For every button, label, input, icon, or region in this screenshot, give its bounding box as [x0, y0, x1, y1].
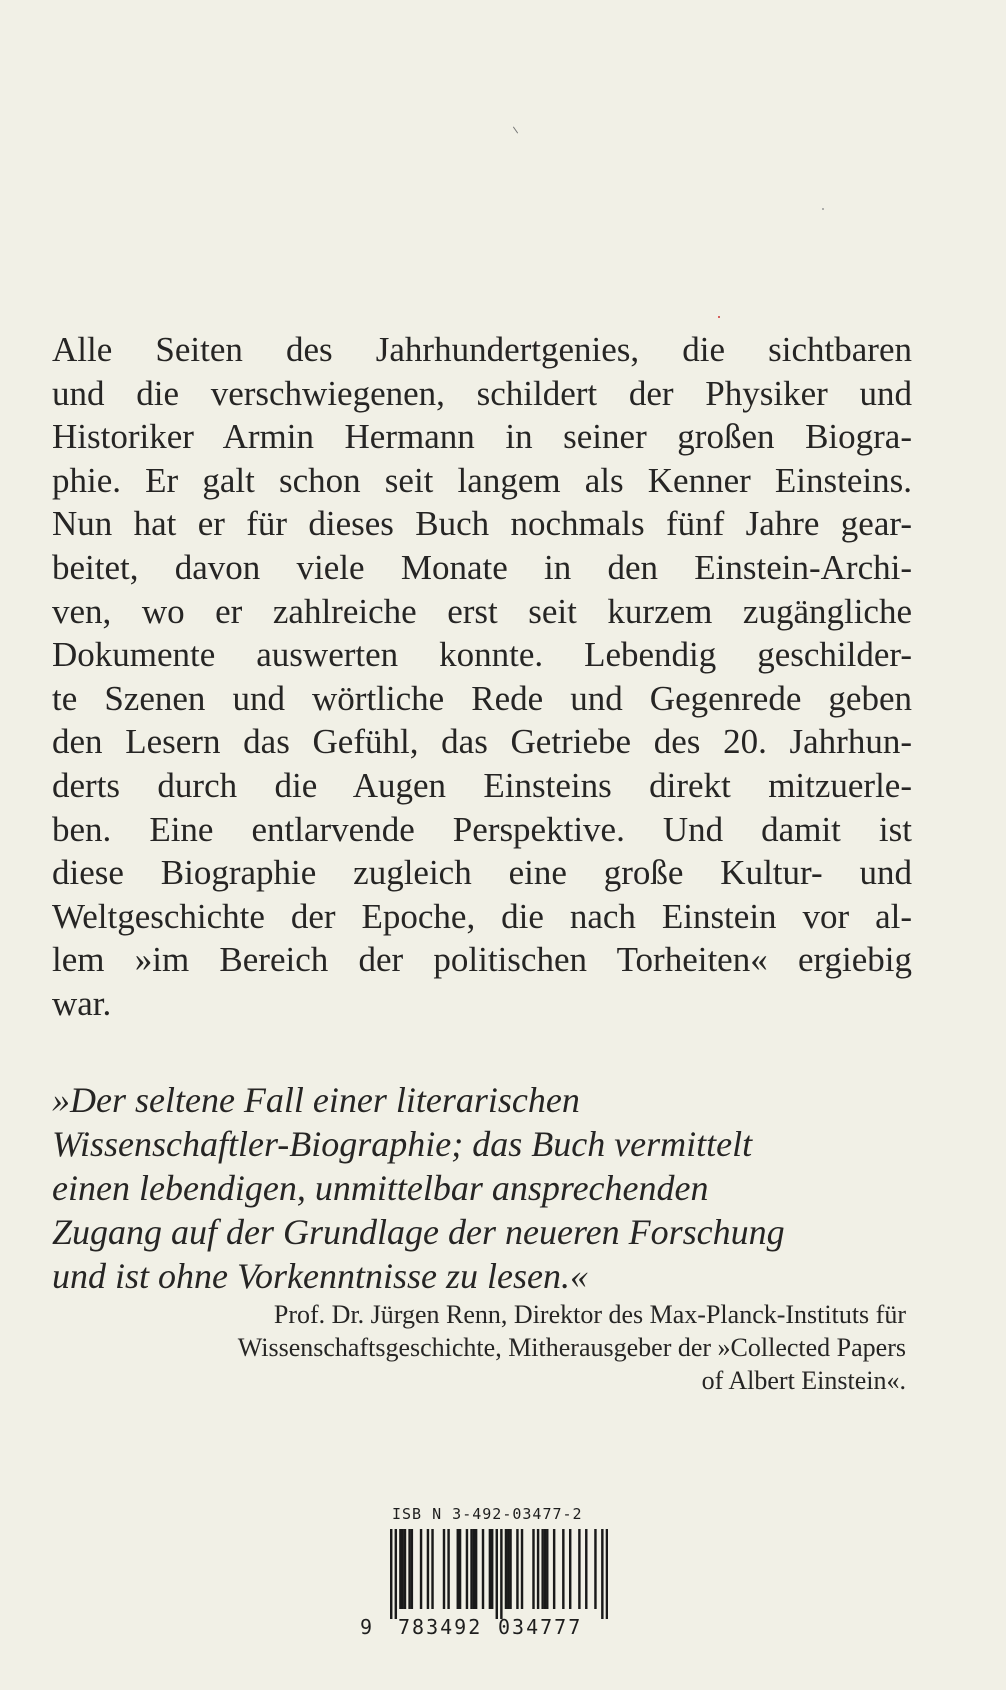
- barcode-bar: [459, 1529, 461, 1609]
- isbn-barcode: [360, 1505, 608, 1645]
- barcode-bar: [457, 1529, 459, 1609]
- blurb-line: Historiker Armin Hermann in seiner großen Biogra-: [52, 417, 912, 457]
- barcode-bar: [562, 1529, 564, 1609]
- barcode-bar: [532, 1529, 534, 1609]
- isbn-label: ISB N 3-492-03477-2: [392, 1505, 583, 1523]
- review-quote: [52, 1078, 912, 1298]
- barcode-bar: [411, 1529, 413, 1609]
- blurb-line: te Szenen und wörtliche Rede und Gegenrede geben: [52, 678, 912, 718]
- barcode-bar: [553, 1529, 555, 1609]
- barcode-bar: [516, 1529, 518, 1609]
- barcode-guard-bar: [601, 1529, 603, 1619]
- barcode-bar: [427, 1529, 429, 1609]
- ean-right-group: 034777: [498, 1615, 583, 1639]
- barcode-bar: [569, 1529, 571, 1609]
- blurb-line: diese Biographie zugleich eine große Kultur- und: [52, 853, 912, 893]
- quote-line: »Der seltene Fall einer literarischen: [52, 1080, 580, 1120]
- barcode-bar: [578, 1529, 580, 1609]
- barcode-bar: [408, 1529, 410, 1609]
- blurb-line: Alle Seiten des Jahrhundertgenies, die sichtbaren: [52, 330, 912, 369]
- paper-speck: [718, 316, 720, 318]
- blurb-line: Dokumente auswerten konnte. Lebendig geschilder-: [52, 635, 912, 675]
- barcode-guard-bar: [390, 1529, 392, 1619]
- barcode-bar: [443, 1529, 445, 1609]
- quote-attribution: [86, 1298, 906, 1397]
- blurb-line: phie. Er galt schon seit langem als Kenner Einsteins.: [52, 460, 912, 500]
- barcode-bar: [491, 1529, 493, 1609]
- barcode-guard-bar: [395, 1529, 397, 1619]
- quote-line: Zugang auf der Grundlage der neueren Forschung: [52, 1212, 785, 1252]
- barcode-bar: [404, 1529, 406, 1609]
- barcode-bar: [544, 1529, 546, 1609]
- blurb-line: Nun hat er für dieses Buch nochmals fünf Jahre gear-: [52, 504, 912, 544]
- barcode-bar: [447, 1529, 449, 1609]
- barcode-guard-bar: [606, 1529, 608, 1619]
- blurb-line: derts durch die Augen Einsteins direkt mitzuerle-: [52, 765, 912, 805]
- barcode-bar: [507, 1529, 509, 1609]
- barcode-bar: [537, 1529, 539, 1609]
- blurb-line: ben. Eine entlarvende Perspektive. Und damit ist: [52, 809, 912, 849]
- quote-line: einen lebendigen, unmittelbar ansprechenden: [52, 1168, 709, 1208]
- barcode-bar: [473, 1529, 475, 1609]
- blurb-line: beitet, davon viele Monate in den Einstein-Archi-: [52, 547, 912, 587]
- blurb-line: ven, wo er zahlreiche erst seit kurzem zugängliche: [52, 591, 912, 631]
- quote-line: Wissenschaftler-Biographie; das Buch vermittelt: [52, 1124, 753, 1164]
- barcode-bar: [399, 1529, 401, 1609]
- paper-speck: [513, 126, 518, 133]
- barcode-bar: [594, 1529, 596, 1609]
- ean-left-group: 783492: [398, 1615, 483, 1639]
- barcode-bar: [482, 1529, 484, 1609]
- attribution-line: Prof. Dr. Jürgen Renn, Direktor des Max-Planck-Instituts für: [273, 1300, 906, 1329]
- blurb-line: lem »im Bereich der politischen Torheiten« ergiebig: [52, 940, 912, 980]
- barcode-bar: [521, 1529, 523, 1609]
- barcode-bar: [546, 1529, 548, 1609]
- barcode-bars: [390, 1529, 608, 1619]
- barcode-bar: [505, 1529, 507, 1609]
- blurb-line: war.: [52, 983, 112, 1023]
- paper-speck: [822, 208, 824, 210]
- ean-first-digit: 9: [360, 1615, 373, 1639]
- barcode-bar: [420, 1529, 422, 1609]
- barcode-guard-bar: [496, 1529, 498, 1619]
- barcode-bar: [585, 1529, 587, 1609]
- barcode-bar: [466, 1529, 468, 1609]
- blurb-line: Weltgeschichte der Epoche, die nach Einstein vor al-: [52, 896, 912, 936]
- barcode-guard-bar: [500, 1529, 502, 1619]
- barcode-bar: [401, 1529, 403, 1609]
- quote-line: und ist ohne Vorkenntnisse zu lesen.«: [52, 1256, 588, 1296]
- blurb-line: den Lesern das Gefühl, das Getriebe des 20. Jahrhun-: [52, 722, 912, 762]
- barcode-bar: [470, 1529, 472, 1609]
- barcode-bar: [431, 1529, 433, 1609]
- attribution-line: Wissenschaftsgeschichte, Mitherausgeber der »Collected Papers: [237, 1333, 906, 1362]
- attribution-line: of Albert Einstein«.: [701, 1366, 906, 1395]
- blurb-line: und die verschwiegenen, schildert der Physiker und: [52, 373, 912, 413]
- barcode-bar: [475, 1529, 477, 1609]
- blurb-paragraph: [52, 328, 912, 1026]
- barcode-bar: [509, 1529, 511, 1609]
- barcode-bar: [489, 1529, 491, 1609]
- barcode-bar: [541, 1529, 543, 1609]
